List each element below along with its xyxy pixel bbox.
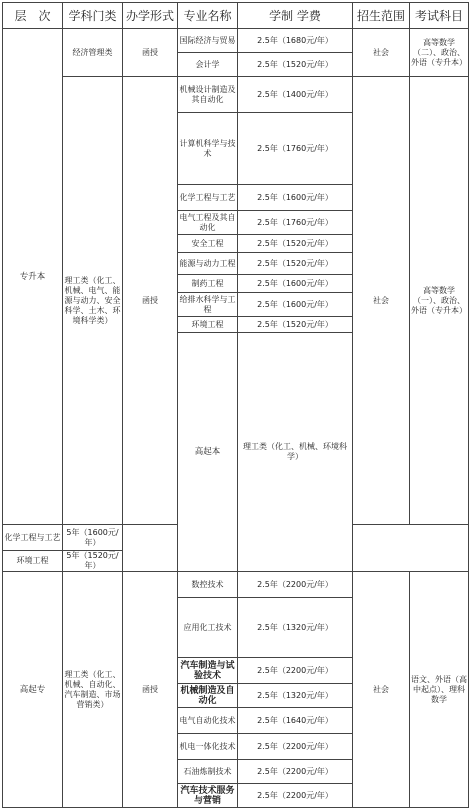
fee-cell: 2.5年（2200元/年） — [238, 784, 353, 808]
fee-cell: 5年（1600元/年） — [63, 525, 123, 551]
form-cell: 函授 — [123, 77, 178, 525]
fee-cell: 2.5年（1400元/年） — [238, 77, 353, 113]
header-exam: 考试科目 — [410, 3, 469, 29]
fee-cell: 2.5年（1520元/年） — [238, 317, 353, 333]
form-cell: 函授 — [123, 29, 178, 77]
header-form: 办学形式 — [123, 3, 178, 29]
table-row — [3, 29, 469, 53]
major-cell: 汽车制造与试验技术 — [178, 658, 238, 684]
fee-cell: 2.5年（1600元/年） — [238, 185, 353, 211]
header-level: 层 次 — [3, 3, 63, 29]
fee-cell: 2.5年（2200元/年） — [238, 658, 353, 684]
fee-cell: 2.5年（1520元/年） — [238, 253, 353, 275]
header-major: 专业名称 — [178, 3, 238, 29]
fee-cell: 2.5年（2200元/年） — [238, 734, 353, 760]
fee-cell: 2.5年（1680元/年） — [238, 29, 353, 53]
major-cell: 机电一体化技术 — [178, 734, 238, 760]
level-cell: 高起专 — [3, 572, 63, 808]
major-cell: 化学工程与工艺 — [3, 525, 63, 551]
table-row — [3, 77, 469, 113]
category-cell: 经济管理类 — [63, 29, 123, 77]
exam-cell: 高等数学（一）、政治、外语（专升本） — [410, 77, 469, 525]
major-cell: 电气自动化技术 — [178, 708, 238, 734]
major-cell: 能源与动力工程 — [178, 253, 238, 275]
fee-cell: 2.5年（1520元/年） — [238, 53, 353, 77]
major-cell: 国际经济与贸易 — [178, 29, 238, 53]
fee-cell: 2.5年（1520元/年） — [238, 235, 353, 253]
header-row — [3, 3, 469, 29]
major-cell: 汽车技术服务与营销 — [178, 784, 238, 808]
header-category: 学科门类 — [63, 3, 123, 29]
major-cell: 数控技术 — [178, 572, 238, 598]
major-cell: 制药工程 — [178, 275, 238, 293]
scope-cell: 社会 — [353, 77, 410, 525]
fee-cell: 2.5年（2200元/年） — [238, 760, 353, 784]
header-scope: 招生范围 — [353, 3, 410, 29]
scope-cell: 社会 — [353, 572, 410, 808]
level-cell: 高起本 — [178, 333, 238, 572]
category-cell: 理工类（化工、机械、自动化、汽车制造、市场营销类） — [63, 572, 123, 808]
major-cell: 给排水科学与工程 — [178, 293, 238, 317]
admissions-table — [2, 2, 469, 808]
major-cell: 安全工程 — [178, 235, 238, 253]
category-cell: 理工类（化工、机械、电气、能源与动力、安全科学、土木、环境科学类） — [63, 77, 123, 525]
major-cell: 会计学 — [178, 53, 238, 77]
fee-cell: 2.5年（1760元/年） — [238, 211, 353, 235]
major-cell: 环境工程 — [178, 317, 238, 333]
fee-cell: 2.5年（1320元/年） — [238, 684, 353, 708]
fee-cell: 2.5年（2200元/年） — [238, 572, 353, 598]
fee-cell: 2.5年（1600元/年） — [238, 293, 353, 317]
major-cell: 电气工程及其自动化 — [178, 211, 238, 235]
fee-cell: 5年（1520元/年） — [63, 551, 123, 572]
major-cell: 化学工程与工艺 — [178, 185, 238, 211]
form-cell: 函授 — [123, 572, 178, 808]
exam-cell: 高等数学（二）、政治、外语（专升本） — [410, 29, 469, 77]
major-cell: 计算机科学与技术 — [178, 113, 238, 185]
fee-cell: 2.5年（1640元/年） — [238, 708, 353, 734]
fee-cell: 2.5年（1600元/年） — [238, 275, 353, 293]
fee-cell: 2.5年（1760元/年） — [238, 113, 353, 185]
scope-cell: 社会 — [353, 29, 410, 77]
header-duration-fee: 学制 学费 — [238, 3, 353, 29]
major-cell: 机械设计制造及其自动化 — [178, 77, 238, 113]
exam-cell: 语文、外语（高中起点）、理科数学 — [410, 572, 469, 808]
category-cell: 理工类（化工、机械、环境科学） — [238, 333, 353, 572]
major-cell: 应用化工技术 — [178, 598, 238, 658]
fee-cell: 2.5年（1320元/年） — [238, 598, 353, 658]
level-cell: 专升本 — [3, 29, 63, 525]
table-row — [3, 572, 469, 598]
major-cell: 环境工程 — [3, 551, 63, 572]
major-cell: 机械制造及自动化 — [178, 684, 238, 708]
major-cell: 石油炼制技术 — [178, 760, 238, 784]
